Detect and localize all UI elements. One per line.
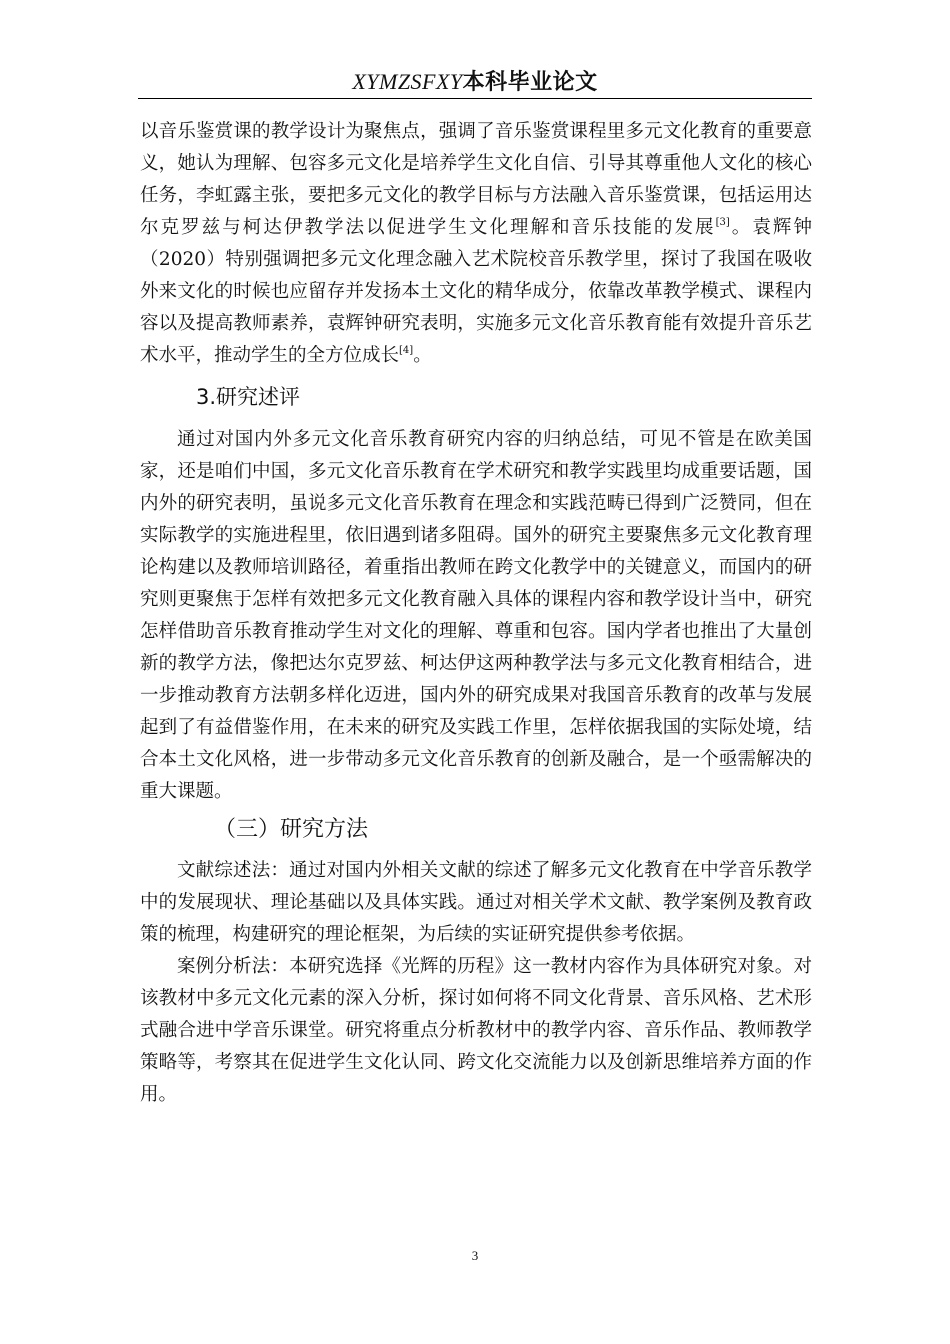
header-divider [138, 98, 812, 99]
paragraph-case-analysis-method: 案例分析法：本研究选择《光辉的历程》这一教材内容作为具体研究对象。对该教材中多元文化元素的深入分析，探讨如何将不同文化背景、音乐风格、艺术形式融合进中学音乐课堂。研究将重点分析教材中的教学内容、音乐作品、教师教学策略等，考察其在促进学生文化认同、跨文化交流能力以及创新思维培养方面的作用。 [140, 956, 812, 1105]
citation-4: [4] [399, 345, 414, 356]
section-heading-research-methods: （三）研究方法 [214, 817, 369, 842]
running-header [138, 68, 812, 97]
citation-3: [3] [715, 217, 730, 228]
header-title-latin: XYMZSFXY [352, 69, 463, 94]
paragraph-text: 。 [413, 345, 432, 366]
header-title-chinese: 本科毕业论文 [462, 70, 598, 95]
paragraph-text: 以音乐鉴赏课的教学设计为聚焦点，强调了音乐鉴赏课程里多元文化教育的重要意义，她认为理解、包容多元文化是培养学生文化自信、引导其尊重他人文化的核心任务，李虹露主张，要把多元文化的教学目标与方法融入音乐鉴赏课，包括运用达尔克罗兹与柯达伊教学法以促进学生文化理解和音乐技能的发展 [140, 121, 812, 238]
paragraph-text: 。袁辉钟（2020）特别强调把多元文化理念融入艺术院校音乐教学里，探讨了我国在吸收外来文化的时候也应留存并发扬本土文化的精华成分，依靠改革教学模式、课程内容以及提高教师素养，袁辉钟研究表明，实施多元文化音乐教育能有效提升音乐艺术水平，推动学生的全方位成长 [140, 217, 812, 366]
section-heading-research-review: 3.研究述评 [196, 385, 301, 409]
page-number: 3 [471, 1248, 479, 1263]
paragraph-literature-method: 文献综述法：通过对国内外相关文献的综述了解多元文化教育在中学音乐教学中的发展现状、理论基础以及具体实践。通过对相关学术文献、教学案例及教育政策的梳理，构建研究的理论框架，为后续的实证研究提供参考依据。 [140, 860, 812, 945]
paragraph-research-review: 通过对国内外多元文化音乐教育研究内容的归纳总结，可见不管是在欧美国家，还是咱们中国，多元文化音乐教育在学术研究和教学实践里均成重要话题，国内外的研究表明，虽说多元文化音乐教育在理念和实践范畴已得到广泛赞同，但在实际教学的实施进程里，依旧遇到诸多阻碍。国外的研究主要聚焦多元文化教育理论构建以及教师培训路径，着重指出教师在跨文化教学中的关键意义，而国内的研究则更聚焦于怎样有效把多元文化教育融入具体的课程内容和教学设计当中，研究怎样借助音乐教育推动学生对文化的理解、尊重和包容。国内学者也推出了大量创新的教学方法，像把达尔克罗兹、柯达伊这两种教学法与多元文化教育相结合，进一步推动教育方法朝多样化迈进，国内外的研究成果对我国音乐教育的改革与发展起到了有益借鉴作用，在未来的研究及实践工作里，怎样依据我国的实际处境，结合本土文化风格，进一步带动多元文化音乐教育的创新及融合，是一个亟需解决的重大课题。 [140, 429, 812, 802]
paragraph-literature-continued [140, 116, 812, 372]
